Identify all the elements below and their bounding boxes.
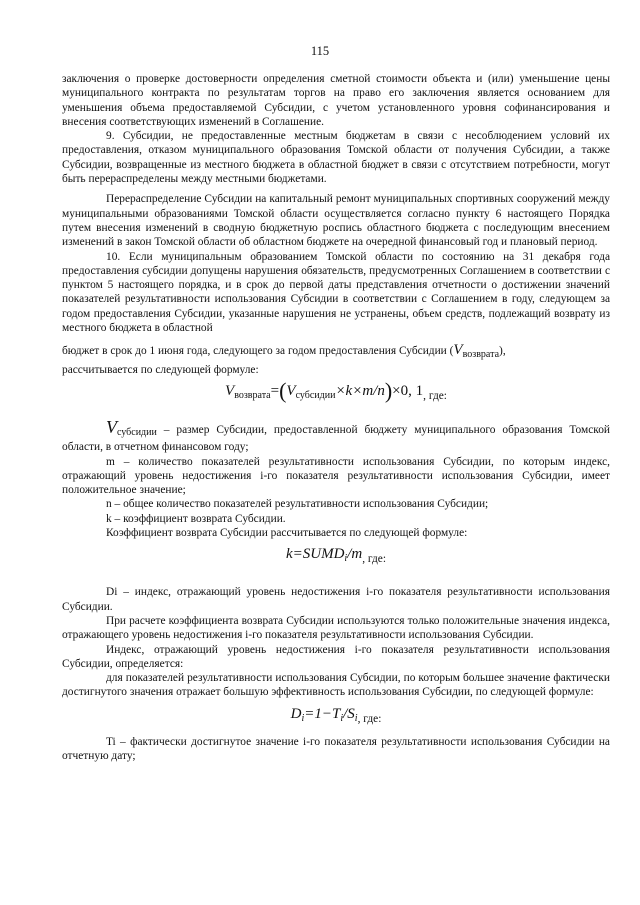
paragraph-9: 9. Субсидии, не предоставленные местным бюджетам в связи с несоблюдением условий их предоставления, отказом муниципального образования Томской области от получения Субсидии, а также Субсидии, возвращенные из местного бюджета в областной бюджет в связи с отсутствием потребности, могут быть перераспределены между местными бюджетами. xyxy=(62,130,610,186)
paragraph-10: 10. Если муниципальным образованием Томской области по состоянию на 31 декабря года предоставления субсидии допущены нарушения обязательств, предусмотренных Соглашением в соответствии с пунктом 5 настоящего порядка, и в срок до первой даты представления отчетности о достижении значений показателей результативности использования Субсидии в соответствии с Соглашением в году, следующем за годом предоставления Субсидии, указанные нарушения не устранены, объем средств, подлежащий возврату из местного бюджета в областной xyxy=(62,250,610,335)
formula-return-volume: $V_{возврата}=(V_{субсидии}\times k\times m/n)\times 0$, $1_{, где:}$ xyxy=(225,377,447,403)
paragraph-positive-values: При расчете коэффициента возврата Субсидии используются только положительные значения индекса, отражающего уровень недостижения i-го показателя результативности использования Субсидии. xyxy=(62,614,610,642)
v-subsidy-symbol: $V_{субсидии}$ xyxy=(106,416,157,438)
document-body xyxy=(62,72,610,763)
paragraph-k-definition: k – коэффициент возврата Субсидии. xyxy=(106,512,286,525)
paragraph-index-determined: Индекс, отражающий уровень недостижения i-го показателя результативности использования Субсидии, определяется: xyxy=(62,643,610,670)
paragraph-return-deadline: бюджет в срок до 1 июня года, следующего за годом предоставления Субсидии $(V_{возврата})$, xyxy=(62,342,506,361)
paragraph-n-definition: n – общее количество показателей результативности использования Субсидии; xyxy=(106,498,489,511)
paragraph-formula-intro: рассчитывается по следующей формуле: xyxy=(62,363,259,376)
paragraph: заключения о проверке достоверности определения сметной стоимости объекта и (или) уменьшение цены муниципального контракта по результатам торгов на право его заключения является основанием для уменьшения объема предоставляемой Субсидии, с учетом установленного уровня софинансирования и внесения соответствующих изменений в Соглашение. xyxy=(62,73,610,128)
paragraph-redistribution: Перераспределение Субсидии на капитальный ремонт муниципальных спортивных сооружений между муниципальными образованиями Томской области осуществляется согласно пункту 6 настоящего Порядка путем внесения изменений в сводную бюджетную роспись областного бюджета с последующим внесением изменений в закон Томской области об областном бюджете на очередной финансовый год и плановый период. xyxy=(62,193,610,249)
paragraph-m-definition: m – количество показателей результативности использования Субсидии, по которым индекс, отражающий уровень недостижения i-го показателя результативности использования Субсидии, имеет положительное значение; xyxy=(62,455,610,497)
formula-coefficient: $k=SUMD_i/m_{, где:}$ xyxy=(285,546,387,566)
paragraph-coefficient-intro: Коэффициент возврата Субсидии рассчитывается по следующей формуле: xyxy=(106,527,468,540)
paragraph-ti-definition: Ti – фактически достигнутое значение i-го показателя результативности использования Субсидии на отчетную дату; xyxy=(62,735,610,762)
v-return-symbol: $V_{возврата}$ xyxy=(453,342,500,361)
formula-index: $D_i=1-T_i/S_{i, где:}$ xyxy=(290,705,382,725)
paragraph-di-definition: Di – индекс, отражающий уровень недостижения i-го показателя результативности использования Субсидии. xyxy=(62,586,610,613)
paragraph-v-subsidy-definition: $V_{субсидии}$ – размер Субсидии, предоставленной бюджету муниципального образования Томской области, в отчетном финансовом году; xyxy=(62,416,610,454)
page-number: 115 xyxy=(310,44,330,58)
paragraph-higher-better: для показателей результативности использования Субсидии, по которым большее значение фактически достигнутого значения отражает большую эффективность использования Субсидии, по следующей формуле: xyxy=(62,672,610,699)
